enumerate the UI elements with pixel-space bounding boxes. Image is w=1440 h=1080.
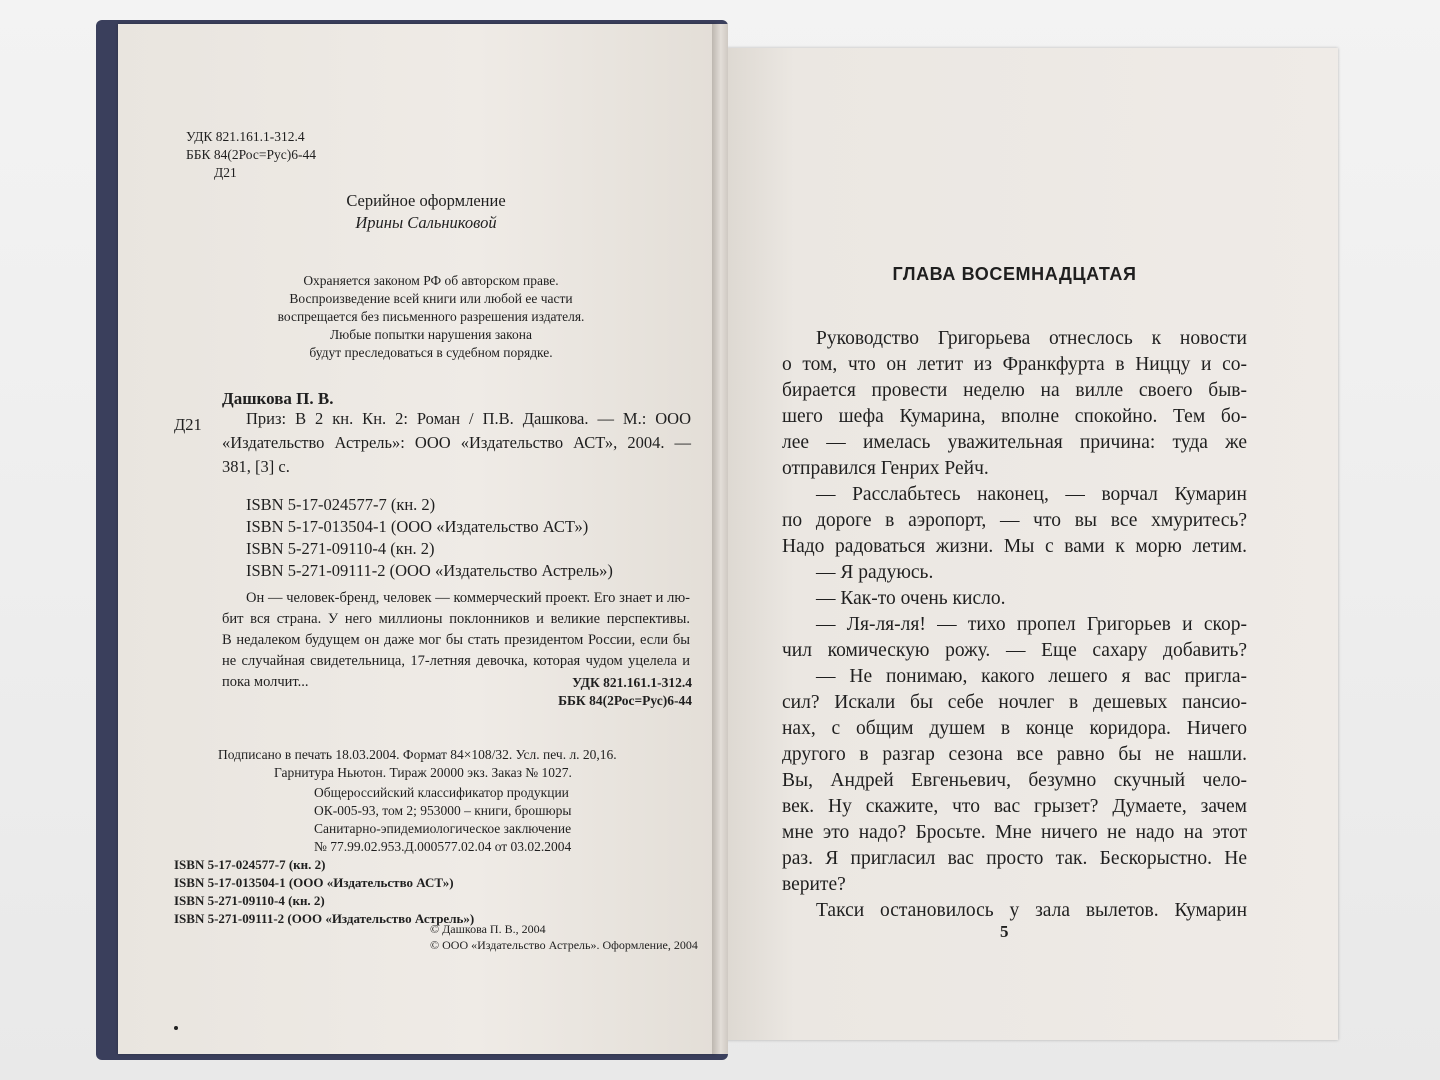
text-line: раз. Я пригласил вас просто так. Бескорыстно. Не [782,848,1247,869]
classifier-line: ОК-005-93, том 2; 953000 – книги, брошюры [314,803,572,818]
copyright-line: Охраняется законом РФ об авторском праве. [303,273,559,288]
copyright-line: Воспроизведение всей книги или любой ее части [289,291,573,306]
catalog-code-top: Д21 [214,165,237,180]
classifier-line: № 77.99.02.953.Д.000577.02.04 от 03.02.2004 [314,839,572,854]
bbk-code-bottom: ББК 84(2Рос=Рус)6-44 [558,693,692,708]
isbn-bold-line: ISBN 5-17-024577-7 (кн. 2) [174,857,326,872]
text-line: Надо радоваться жизни. Мы с вами к морю летим. [782,536,1247,557]
page-number: 5 [1000,922,1009,941]
isbn-bold-line: ISBN 5-271-09110-4 (кн. 2) [174,893,325,908]
chapter-title: ГЛАВА ВОСЕМНАДЦАТАЯ [892,264,1137,284]
text-line: Такси остановилось у зала вылетов. Кумарин [816,900,1247,921]
designer-name: Ирины Сальниковой [355,213,497,232]
copyright-line: Любые попытки нарушения закона [330,327,532,342]
isbn-line: ISBN 5-271-09110-4 (кн. 2) [246,539,435,558]
text-line: шего шефа Кумарина, вполне спокойно. Тем бо- [782,406,1247,427]
text-line: нах, с общим душем в конце коридора. Ничего [782,718,1247,739]
series-design-label: Серийное оформление [346,191,506,210]
text-line: — Я радуюсь. [816,562,934,583]
annotation-line: В недалеком будущем он даже мог бы стать президентом России, если бы [222,632,690,648]
text-line: чил комическую рожу. — Еще сахару добавить? [782,640,1247,661]
copyright-publisher: © ООО «Издательство Астрель». Оформление, 2004 [430,938,698,952]
text-line: — Расслабьтесь наконец, — ворчал Кумарин [816,484,1247,505]
book-gutter [712,24,728,1054]
text-line: о том, что он летит из Франкфурта в Ниццу и со- [782,354,1247,375]
text-line: лее — имелась уважительная причина: туда же [782,432,1247,453]
text-line: по дороге в аэропорт, — что вы все хмуритесь? [782,510,1247,531]
copyright-line: будут преследоваться в судебном порядке. [309,345,553,360]
isbn-line: ISBN 5-17-013504-1 (ООО «Издательство АСТ») [246,517,589,536]
bibliography-line: Приз: В 2 кн. Кн. 2: Роман / П.В. Дашкова. — М.: ООО [246,409,691,428]
author-name: Дашкова П. В. [222,389,334,408]
annotation-line: пока молчит... [222,674,309,690]
annotation-line: бит вся страна. У него миллионы поклонников и великие перспективы. [222,611,690,627]
text-line: Руководство Григорьева отнеслось к новости [816,328,1247,349]
text-line: бирается провести неделю на вилле своего быв- [782,380,1247,401]
text-line: Вы, Андрей Евгеньевич, безумно скучный чело- [782,770,1247,791]
bbk-code: ББК 84(2Рос=Рус)6-44 [186,147,316,162]
text-line: век. Ну скажите, что вас грызет? Думаете, зачем [782,796,1247,817]
copyright-author: © Дашкова П. В., 2004 [430,922,546,936]
text-line: отправился Генрих Рейч. [782,458,989,479]
bibliography-line: 381, [3] с. [222,457,290,476]
print-info-line: Подписано в печать 18.03.2004. Формат 84×108/32. Усл. печ. л. 20,16. [218,747,617,762]
text-line: мне это надо? Бросьте. Мне ничего не надо на этот [782,822,1247,843]
isbn-bold-line: ISBN 5-271-09111-2 (ООО «Издательство Астрель») [174,911,475,926]
bibliography-line: «Издательство Астрель»: ООО «Издательство АСТ», 2004. — [222,433,691,452]
text-line: — Не понимаю, какого лешего я вас пригла- [816,666,1247,687]
udk-code-bottom: УДК 821.161.1-312.4 [572,675,692,690]
text-line: — Как-то очень кисло. [816,588,1006,609]
page-mark [174,1026,178,1030]
udk-code: УДК 821.161.1-312.4 [186,129,305,144]
text-line: верите? [782,874,846,895]
copyright-line: воспрещается без письменного разрешения издателя. [277,309,585,324]
catalog-code: Д21 [174,415,202,434]
isbn-bold-line: ISBN 5-17-013504-1 (ООО «Издательство АСТ») [174,875,454,890]
text-line: сил? Искали бы себе ночлег в дешевых пансио- [782,692,1247,713]
annotation-line: Он — человек-бренд, человек — коммерческий проект. Его знает и лю- [246,590,690,606]
text-line: — Ля-ля-ля! — тихо пропел Григорьев и скор- [816,614,1247,635]
isbn-line: ISBN 5-17-024577-7 (кн. 2) [246,495,436,514]
text-line: другого в разгар сезона все равно бы не нашли. [782,744,1247,765]
classifier-line: Санитарно-эпидемиологическое заключение [314,821,572,836]
isbn-line: ISBN 5-271-09111-2 (ООО «Издательство Астрель») [246,561,613,580]
annotation-line: не случайная свидетельница, 17-летняя девочка, которая чудом уцелела и [222,653,690,669]
print-info-line: Гарнитура Ньютон. Тираж 20000 экз. Заказ № 1027. [274,765,572,780]
classifier-line: Общероссийский классификатор продукции [314,785,569,800]
